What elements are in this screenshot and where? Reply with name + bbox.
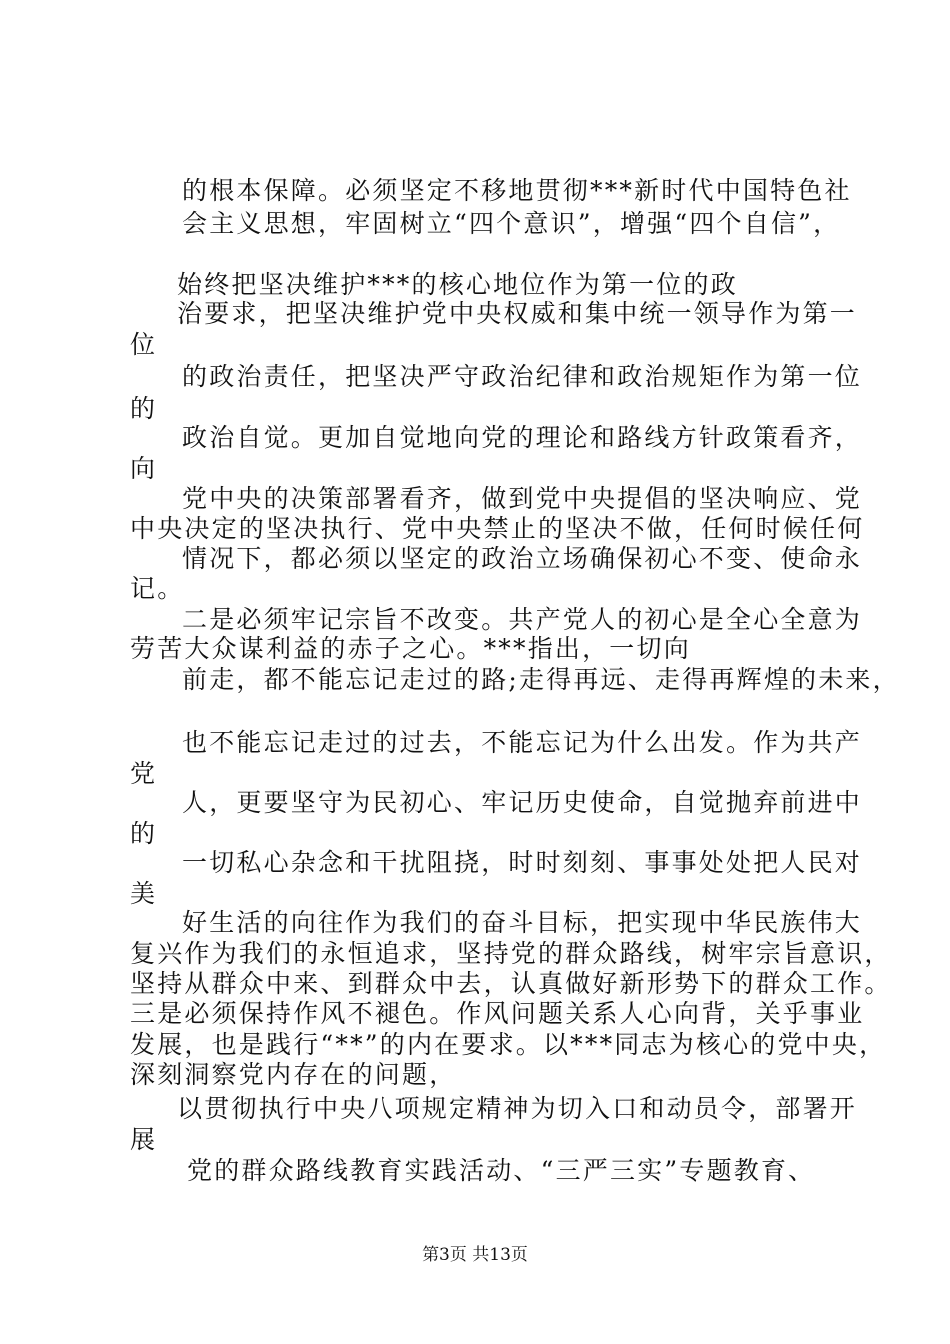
text-line: 向 [130, 454, 158, 483]
text-line: 政治自觉。更加自觉地向党的理论和路线方针政策看齐， [182, 423, 863, 452]
text-line: 三是必须保持作风不褪色。作风问题关系人心向背，关乎事业 [130, 999, 865, 1028]
text-line: 会主义思想，牢固树立“四个意识”，增强“四个自信”， [182, 209, 841, 238]
text-line: 记。 [130, 574, 185, 603]
text-line: 始终把坚决维护***的核心地位作为第一位的政 [177, 270, 738, 299]
text-line: 以贯彻执行中央八项规定精神为切入口和动员令，部署开 [177, 1094, 858, 1123]
text-line: 党的群众路线教育实践活动、“三严三实”专题教育、 [187, 1156, 816, 1185]
text-line: 的政治责任，把坚决严守政治纪律和政治规矩作为第一位 [182, 362, 863, 391]
text-line: 人，更要坚守为民初心、牢记历史使命，自觉抛弃前进中 [182, 788, 863, 817]
text-line: 党 [130, 759, 158, 788]
text-line: 展 [130, 1125, 158, 1154]
text-line: 前走，都不能忘记走过的路;走得再远、走得再辉煌的未来， [182, 665, 900, 694]
text-line: 发展，也是践行“**”的内在要求。以***同志为核心的党中央， [130, 1030, 887, 1059]
text-line: 二是必须牢记宗旨不改变。共产党人的初心是全心全意为 [182, 605, 863, 634]
text-line: 位 [130, 330, 158, 359]
text-line: 中央决定的坚决执行、党中央禁止的坚决不做，任何时候任何 [130, 514, 865, 543]
text-line: 的 [130, 394, 158, 423]
text-line: 情况下，都必须以坚定的政治立场确保初心不变、使命永 [182, 544, 863, 573]
text-line: 劳苦大众谋利益的赤子之心。***指出，一切向 [130, 634, 691, 663]
text-line: 也不能忘记走过的过去，不能忘记为什么出发。作为共产 [182, 728, 863, 757]
text-line: 一切私心杂念和干扰阻挠，时时刻刻、事事处处把人民对 [182, 848, 863, 877]
text-line: 好生活的向往作为我们的奋斗目标，把实现中华民族伟大 [182, 908, 863, 937]
text-line: 的根本保障。必须坚定不移地贯彻***新时代中国特色社 [182, 176, 852, 205]
text-line: 的 [130, 819, 158, 848]
text-line: 美 [130, 879, 158, 908]
page-number-footer: 第3页 共13页 [422, 1245, 528, 1265]
text-line: 深刻洞察党内存在的问题， [130, 1060, 457, 1089]
text-line: 复兴作为我们的永恒追求，坚持党的群众路线，树牢宗旨意识， [130, 939, 892, 968]
text-line: 治要求，把坚决维护党中央权威和集中统一领导作为第一 [177, 299, 858, 328]
text-line: 坚持从群众中来、到群众中去，认真做好新形势下的群众工作。 [130, 969, 892, 998]
text-line: 党中央的决策部署看齐，做到党中央提倡的坚决响应、党 [182, 484, 863, 513]
